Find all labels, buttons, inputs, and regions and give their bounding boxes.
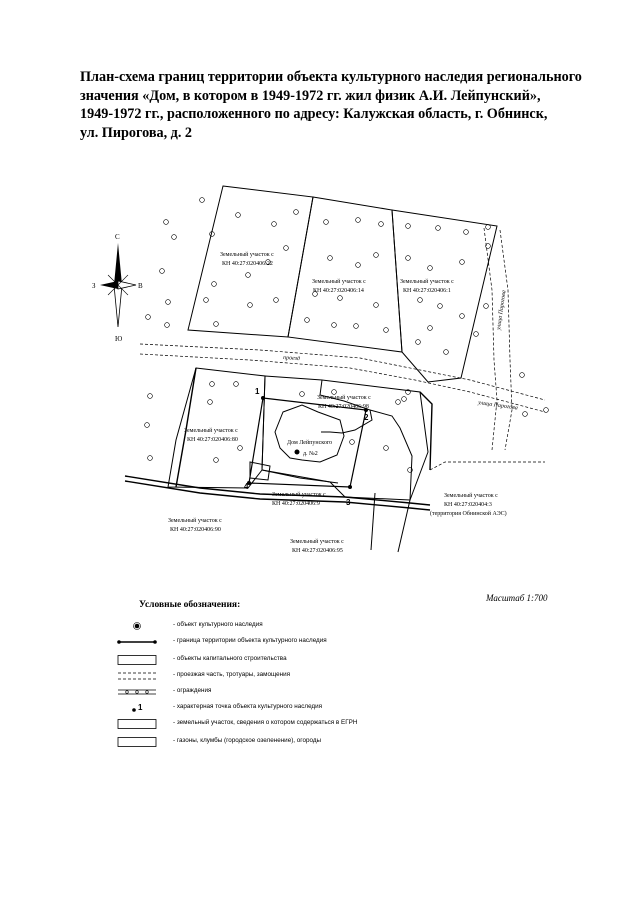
legend-item-characteristic-point: [117, 702, 537, 714]
parcel-14-label-line1: Земельный участок с: [312, 279, 366, 285]
title-line-2: значения «Дом, в котором в 1949-1972 гг. жил физик А.И. Лейпунский»,: [80, 87, 541, 104]
tree-icon: [523, 412, 528, 417]
parcel-90-label-line1: Земельный участок с: [168, 518, 222, 524]
road-pirogova-east: [500, 230, 512, 450]
road-pirogova-west: [484, 228, 497, 450]
characteristic-point-marker: 1: [138, 703, 143, 712]
legend-text: - объект культурного наследия: [173, 621, 263, 628]
parcel-22-label-line2: КН 40:27:020406:22: [222, 261, 273, 267]
legend-text: - земельный участок, сведения о котором содержаться в ЕГРН: [173, 719, 358, 726]
road-south-east: [430, 462, 545, 470]
point-label-4: 4: [244, 482, 249, 491]
heritage-object-marker: [295, 450, 300, 455]
parcel-14-outline: [288, 197, 402, 352]
compass-south-label: Ю: [115, 335, 123, 343]
tree-icon: [236, 213, 241, 218]
tree-icon: [214, 322, 219, 327]
tree-icon: [172, 235, 177, 240]
fence-line-icon: [117, 686, 157, 698]
parcel-80-label-line1: Земельный участок с: [184, 428, 238, 434]
legend-item-land-plot: [117, 718, 537, 730]
tree-icon: [272, 222, 277, 227]
tree-icon: [379, 222, 384, 227]
tree-icon: [384, 328, 389, 333]
lawn-rect-icon: [117, 736, 157, 748]
tree-icon: [338, 296, 343, 301]
tree-icon: [460, 314, 465, 319]
compass-east-label: В: [138, 282, 143, 290]
tree-icon: [204, 298, 209, 303]
street-pirogova-label: улица Пирогова: [477, 400, 519, 412]
street-pirogova-vertical-label: улица Пирогова: [496, 289, 508, 331]
legend-text: - объекты капитального строительства: [173, 655, 287, 662]
legend-text: - ограждения: [173, 687, 212, 694]
tree-icon: [436, 226, 441, 231]
house-label-line1: Дом Лейпунского: [287, 440, 333, 446]
legend-text: - газоны, клумбы (городское озеленение), огороды: [173, 737, 322, 744]
tree-icon: [146, 315, 151, 320]
tree-icon: [416, 340, 421, 345]
parcel-1-label-line1: Земельный участок с: [400, 279, 454, 285]
tree-icon: [246, 273, 251, 278]
parcel-98-label-line2: КН 40:27:020406:98: [318, 404, 369, 410]
tree-icon: [305, 318, 310, 323]
parcel-9-label-line1: Земельный участок с: [272, 492, 326, 498]
heritage-object-dot-icon: [117, 620, 157, 632]
tree-icon: [356, 263, 361, 268]
parcel-14-label-line2: КН 40:27:020406:14: [313, 288, 364, 294]
street-proezd-label: проезд: [282, 355, 301, 363]
tree-icon: [406, 224, 411, 229]
legend-item-heritage-object: [117, 620, 537, 632]
parcel-aes-label-line2: КН 40:27:020404:3: [444, 502, 492, 508]
tree-icon: [544, 408, 549, 413]
tree-icon: [284, 246, 289, 251]
tree-icon: [148, 394, 153, 399]
title-line-1: План-схема границ территории объекта культурного наследия регионального: [80, 69, 582, 85]
characteristic-point-icon: [117, 702, 157, 714]
point-label-2: 2: [364, 413, 369, 422]
tree-icon: [148, 456, 153, 461]
legend-text: - проезжая часть, тротуары, замощения: [173, 671, 291, 678]
land-plot-rect-icon: [117, 718, 157, 730]
building-rect-icon: [117, 654, 157, 666]
tree-icon: [145, 423, 150, 428]
tree-icon: [214, 458, 219, 463]
tree-icon: [328, 256, 333, 261]
tree-icon: [474, 332, 479, 337]
territory-boundary-line-icon: [117, 636, 157, 648]
parcel-1-label-line2: КН 40:27:020406:1: [403, 288, 451, 294]
compass-west-label: З: [92, 282, 96, 290]
tree-icon: [418, 298, 423, 303]
tree-icon: [406, 256, 411, 261]
tree-icon: [234, 382, 239, 387]
map-scale: Масштаб 1:700: [486, 593, 548, 603]
tree-icon: [444, 350, 449, 355]
title-line-3: 1949-1972 гг., расположенного по адресу: Калужская область, г. Обнинск,: [80, 106, 548, 122]
house-label-line2: д. №2: [303, 451, 318, 457]
tree-icon: [160, 269, 165, 274]
tree-icon: [384, 446, 389, 451]
point-label-1: 1: [255, 387, 260, 396]
tree-icon: [396, 400, 401, 405]
road-proezd-north: [140, 344, 545, 400]
tree-icon: [428, 326, 433, 331]
tree-icon: [212, 282, 217, 287]
compass-north-label: С: [115, 233, 120, 241]
legend-item-buildings: [117, 654, 537, 666]
tree-icon: [460, 260, 465, 265]
legend-item-lawns: [117, 736, 537, 748]
tree-icon: [210, 382, 215, 387]
tree-icon: [356, 218, 361, 223]
legend-text: - характерная точка объекта культурного наследия: [173, 703, 323, 710]
title-line-4: ул. Пирогова, д. 2: [80, 124, 193, 141]
tree-icon: [300, 392, 305, 397]
tree-icon: [374, 303, 379, 308]
legend-text: - граница территории объекта культурного наследия: [173, 637, 327, 644]
tree-icon: [332, 323, 337, 328]
compass-rose: [92, 233, 143, 343]
compass-south-arrow: [114, 285, 122, 327]
tree-icon: [166, 300, 171, 305]
tree-icon: [484, 304, 489, 309]
legend-item-roads: [117, 670, 537, 682]
tree-icon: [464, 230, 469, 235]
tree-icon: [164, 220, 169, 225]
parcel-9-label-line2: КН 40:27:020406:9: [272, 501, 320, 507]
tree-icon: [332, 390, 337, 395]
tree-icon: [208, 400, 213, 405]
tree-icon: [402, 397, 407, 402]
parcel-95-label-line1: Земельный участок с: [290, 539, 344, 545]
parcel-90-label-line2: КН 40:27:020406:90: [170, 527, 221, 533]
boundary-point-3: [348, 485, 352, 489]
tree-icon: [274, 298, 279, 303]
tree-icon: [294, 210, 299, 215]
legend-item-boundary: [117, 636, 537, 648]
tree-icon: [248, 303, 253, 308]
tree-icon: [374, 253, 379, 258]
tree-icon: [350, 440, 355, 445]
tree-icon: [165, 323, 170, 328]
tree-icon: [238, 446, 243, 451]
point-label-3: 3: [346, 498, 351, 507]
dashed-road-icon: [117, 670, 157, 682]
parcel-22-label-line1: Земельный участок с: [220, 252, 274, 258]
parcel-aes-label-line1: Земельный участок с: [444, 493, 498, 499]
parcel-1-outline: [392, 210, 497, 382]
parcel-98-label-line1: Земельный участок с: [317, 395, 371, 401]
parcel-95-label-line2: КН 40:27:020406:95: [292, 548, 343, 554]
boundary-point-1: [261, 396, 265, 400]
tree-icon: [428, 266, 433, 271]
tree-icon: [324, 220, 329, 225]
compass-north-arrow: [114, 243, 122, 285]
tree-icon: [354, 324, 359, 329]
parcel-95-line: [371, 493, 375, 550]
tree-icon: [438, 304, 443, 309]
tree-icon: [200, 198, 205, 203]
legend-title: Условные обозначения:: [139, 600, 241, 610]
parcel-aes-label-line3: (территория Обнинской АЭС): [430, 511, 507, 517]
tree-icon: [486, 244, 491, 249]
parcel-98-east: [370, 410, 412, 500]
legend-item-fence: [117, 686, 537, 698]
tree-icon: [486, 225, 491, 230]
tree-icon: [520, 373, 525, 378]
parcel-80-label-line2: КН 40:27:020406:80: [187, 437, 238, 443]
